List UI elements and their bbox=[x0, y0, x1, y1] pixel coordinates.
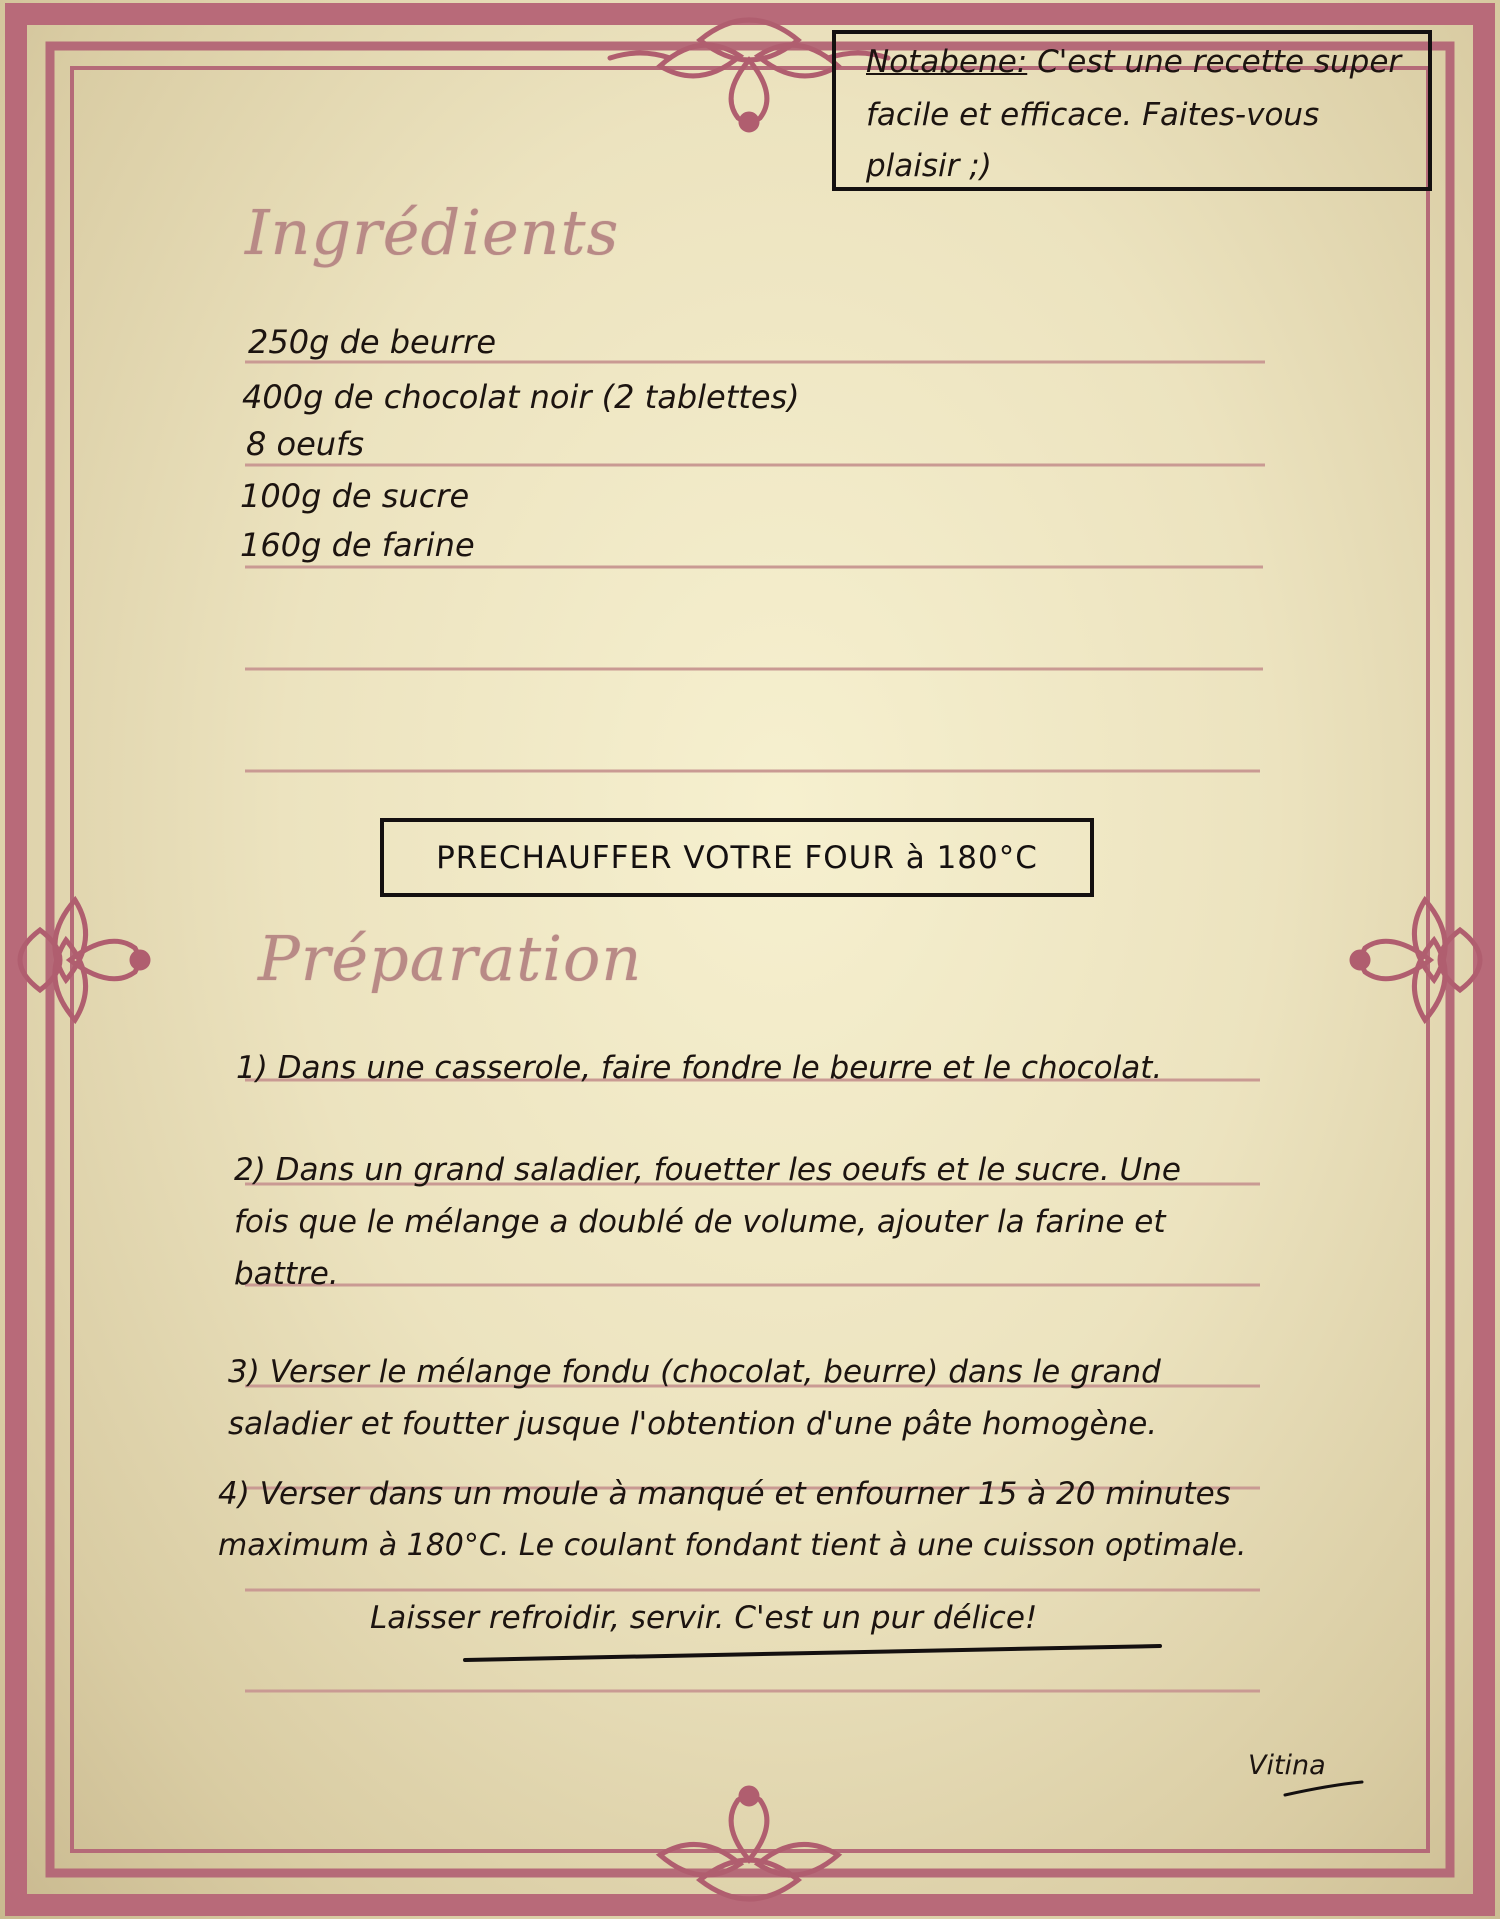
preparation-step-4-line-1: 4) Verser dans un moule à manqué et enfourner 15 à 20 minutes bbox=[218, 1476, 1231, 1512]
signature: Vitina bbox=[1248, 1750, 1326, 1781]
closing-remark: Laisser refroidir, servir. C'est un pur délice! bbox=[370, 1600, 1038, 1636]
ingredient-item: 8 oeufs bbox=[246, 425, 365, 463]
notabene-box bbox=[832, 30, 1432, 191]
notabene-text-1: C'est une recette super bbox=[1037, 44, 1402, 80]
ingredient-item: 100g de sucre bbox=[240, 477, 470, 515]
left-ornament bbox=[20, 900, 148, 1020]
closing-underline bbox=[465, 1646, 1160, 1660]
notabene-line-2: facile et efficace. Faites-vous bbox=[866, 97, 1320, 133]
notabene-line-3: plaisir ;) bbox=[866, 148, 992, 184]
preparation-step-2-line-1: 2) Dans un grand saladier, fouetter les oeufs et le sucre. Une bbox=[234, 1152, 1181, 1188]
preparation-step-3-line-2: saladier et foutter jusque l'obtention d'une pâte homogène. bbox=[228, 1406, 1158, 1442]
preparation-title: Préparation bbox=[258, 922, 643, 995]
preparation-step-2-line-2: fois que le mélange a doublé de volume, ajouter la farine et bbox=[234, 1204, 1166, 1240]
ingredients-title: Ingrédients bbox=[245, 196, 620, 269]
notabene-line-1 bbox=[866, 44, 1401, 80]
ingredient-item: 250g de beurre bbox=[248, 323, 497, 361]
ingredient-item: 160g de farine bbox=[240, 526, 475, 564]
right-ornament bbox=[1352, 900, 1480, 1020]
ingredient-item: 400g de chocolat noir (2 tablettes) bbox=[242, 378, 800, 416]
preparation-step-4-line-2: maximum à 180°C. Le coulant fondant tient à une cuisson optimale. bbox=[218, 1528, 1247, 1563]
notabene-label: Notabene: bbox=[866, 44, 1028, 80]
preheat-oven-box: PRECHAUFFER VOTRE FOUR à 180°C bbox=[380, 818, 1094, 897]
preparation-step-3-line-1: 3) Verser le mélange fondu (chocolat, beurre) dans le grand bbox=[228, 1354, 1161, 1390]
preparation-step-1: 1) Dans une casserole, faire fondre le beurre et le chocolat. bbox=[236, 1050, 1163, 1086]
preparation-step-2-line-3: battre. bbox=[234, 1256, 339, 1292]
signature-underline bbox=[1285, 1782, 1362, 1795]
bottom-ornament bbox=[660, 1788, 838, 1899]
